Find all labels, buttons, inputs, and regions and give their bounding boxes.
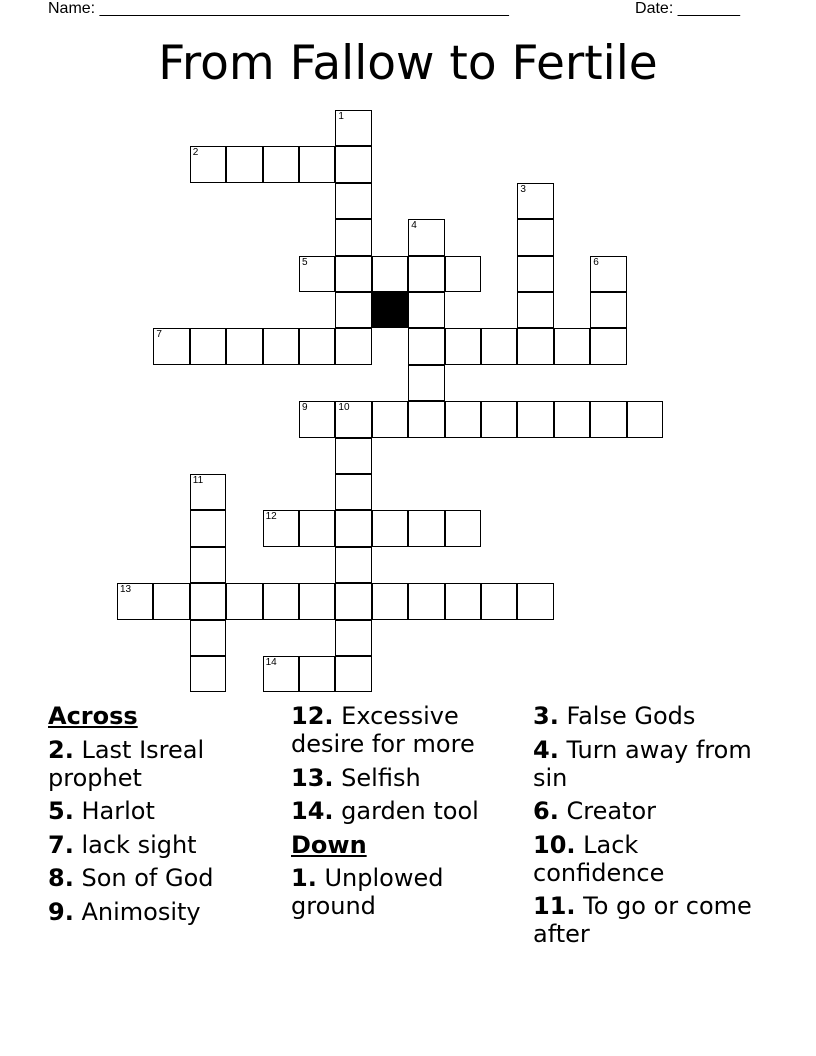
across-clue-list <box>48 736 284 926</box>
grid-cell[interactable] <box>190 474 226 510</box>
grid-cell[interactable] <box>372 256 408 292</box>
clue-item-text: Last Isreal prophet <box>48 735 205 792</box>
clue-item-text: Turn away from sin <box>533 735 752 792</box>
grid-cell[interactable] <box>226 328 262 364</box>
clue-number: 1 <box>338 111 344 122</box>
clue-item-text: Unplowed ground <box>291 864 444 920</box>
grid-cell[interactable] <box>408 328 444 364</box>
grid-cell[interactable] <box>190 656 226 692</box>
clue-item-number: 9. <box>48 897 74 926</box>
clue-number: 3 <box>520 183 526 195</box>
clue-item-text: lack sight <box>81 830 197 859</box>
grid-cell[interactable] <box>335 401 371 437</box>
grid-cell[interactable] <box>517 292 553 328</box>
grid-cell[interactable] <box>372 510 408 546</box>
clue-item <box>291 702 527 758</box>
grid-cell[interactable] <box>445 401 481 437</box>
grid-cell[interactable] <box>408 256 444 292</box>
grid-cell[interactable] <box>372 401 408 437</box>
date-field-label[interactable]: Date: _______ <box>635 0 740 17</box>
grid-cell[interactable] <box>335 438 371 474</box>
grid-cell[interactable] <box>263 146 299 182</box>
clue-item-text: Creator <box>566 797 656 825</box>
clue-number: 13 <box>120 584 132 596</box>
grid-cell[interactable] <box>190 146 226 182</box>
grid-cell[interactable] <box>517 328 553 364</box>
grid-cell[interactable] <box>299 510 335 546</box>
clue-item-number: 13. <box>291 763 334 792</box>
grid-cell[interactable] <box>408 292 444 328</box>
across-clue-list-continued <box>291 702 527 825</box>
grid-cell[interactable] <box>263 656 299 692</box>
grid-cell[interactable] <box>408 365 444 401</box>
grid-cell[interactable] <box>335 547 371 583</box>
grid-cell[interactable] <box>335 328 371 364</box>
grid-cell[interactable] <box>408 401 444 437</box>
clue-item <box>533 797 769 825</box>
grid-cell[interactable] <box>335 219 371 255</box>
grid-cell[interactable] <box>153 583 189 619</box>
clue-item-text: Excessive desire for more <box>291 702 475 758</box>
clue-item-number: 8. <box>48 864 74 892</box>
grid-cell[interactable] <box>372 583 408 619</box>
clues-column-2 <box>291 702 527 926</box>
clue-item-number: 7. <box>48 830 74 859</box>
grid-cell[interactable] <box>153 328 189 364</box>
clue-item-number: 5. <box>48 797 74 825</box>
grid-cell[interactable] <box>335 510 371 546</box>
clue-item-text: False Gods <box>566 702 696 730</box>
grid-cell[interactable] <box>590 292 626 328</box>
clue-item <box>48 898 284 926</box>
grid-cell[interactable] <box>299 256 335 292</box>
grid-cell[interactable] <box>335 256 371 292</box>
grid-cell[interactable] <box>299 328 335 364</box>
grid-cell[interactable] <box>190 547 226 583</box>
grid-cell[interactable] <box>335 110 371 146</box>
clue-item <box>291 864 527 920</box>
grid-cell[interactable] <box>408 219 444 255</box>
grid-cell[interactable] <box>226 583 262 619</box>
grid-cell[interactable] <box>299 656 335 692</box>
grid-cell[interactable] <box>481 583 517 619</box>
grid-cell[interactable] <box>517 401 553 437</box>
clue-number: 7 <box>156 329 162 341</box>
grid-cell[interactable] <box>517 583 553 619</box>
grid-cell[interactable] <box>190 510 226 546</box>
grid-cell[interactable] <box>335 583 371 619</box>
grid-cell[interactable] <box>481 328 517 364</box>
grid-cell[interactable] <box>335 292 371 328</box>
clues-column-1 <box>48 702 284 931</box>
clue-item-number: 2. <box>48 735 74 764</box>
grid-cell[interactable] <box>445 583 481 619</box>
grid-cell[interactable] <box>590 328 626 364</box>
clue-item-number: 3. <box>533 702 559 730</box>
grid-cell[interactable] <box>263 583 299 619</box>
clue-item-number: 1. <box>291 864 317 892</box>
puzzle-title: From Fallow to Fertile <box>158 36 658 91</box>
black-cell <box>372 292 408 328</box>
clue-number: 6 <box>593 256 599 268</box>
grid-cell[interactable] <box>335 656 371 692</box>
grid-cell[interactable] <box>481 401 517 437</box>
clue-item-number: 11. <box>533 892 576 920</box>
clue-item-text: Son of God <box>81 864 214 892</box>
clue-item-text: Selfish <box>341 763 421 792</box>
clue-item <box>48 736 284 792</box>
clue-item <box>48 797 284 825</box>
clue-item-text: Animosity <box>81 897 201 926</box>
clue-item <box>48 864 284 892</box>
grid-cell[interactable] <box>517 256 553 292</box>
clue-item-number: 4. <box>533 735 559 764</box>
grid-cell[interactable] <box>517 183 553 219</box>
clue-number: 14 <box>265 657 277 668</box>
grid-cell[interactable] <box>335 146 371 182</box>
grid-cell[interactable] <box>517 219 553 255</box>
grid-cell[interactable] <box>299 401 335 437</box>
clue-number: 10 <box>338 402 350 414</box>
clue-item <box>533 736 769 792</box>
grid-cell[interactable] <box>590 256 626 292</box>
grid-cell[interactable] <box>335 620 371 656</box>
grid-cell[interactable] <box>263 328 299 364</box>
down-clue-list <box>291 864 527 920</box>
across-heading: Across <box>48 702 138 730</box>
clue-number: 2 <box>192 147 199 159</box>
grid-cell[interactable] <box>335 474 371 510</box>
grid-cell[interactable] <box>299 583 335 619</box>
clue-item-number: 12. <box>291 702 334 730</box>
grid-cell[interactable] <box>445 510 481 546</box>
clue-item <box>291 797 527 825</box>
grid-cell[interactable] <box>263 510 299 546</box>
grid-cell[interactable] <box>190 583 226 619</box>
grid-cell[interactable] <box>190 620 226 656</box>
grid-cell[interactable] <box>445 328 481 364</box>
grid-cell[interactable] <box>190 328 226 364</box>
down-clue-list-continued <box>533 702 769 948</box>
clue-number: 12 <box>265 511 277 523</box>
clue-number: 4 <box>411 220 417 232</box>
clue-item <box>291 764 527 792</box>
clue-number: 9 <box>302 402 308 414</box>
grid-cell[interactable] <box>226 146 262 182</box>
clue-item-number: 6. <box>533 797 559 825</box>
clue-number: 11 <box>192 475 204 486</box>
down-heading: Down <box>291 830 367 859</box>
grid-cell[interactable] <box>590 401 626 437</box>
grid-cell[interactable] <box>335 183 371 219</box>
clue-item-text: To go or come after <box>533 892 752 948</box>
clue-item-number: 10. <box>533 830 576 859</box>
grid-cell[interactable] <box>408 583 444 619</box>
grid-cell[interactable] <box>627 401 663 437</box>
grid-cell[interactable] <box>299 146 335 182</box>
clues-column-3 <box>533 702 769 954</box>
grid-cell[interactable] <box>554 328 590 364</box>
grid-cell[interactable] <box>117 583 153 619</box>
clue-number: 5 <box>302 256 308 268</box>
clue-item-text: garden tool <box>341 797 479 825</box>
name-field-label[interactable]: Name: ______________________________________________ <box>48 0 509 17</box>
clue-item-text: Harlot <box>81 797 155 825</box>
grid-cell[interactable] <box>445 256 481 292</box>
clue-item <box>533 831 769 887</box>
grid-cell[interactable] <box>408 510 444 546</box>
clue-item <box>48 831 284 859</box>
clue-item-text: Lack confidence <box>533 830 665 887</box>
clue-item-number: 14. <box>291 797 334 825</box>
clue-item <box>533 702 769 730</box>
clue-item <box>533 892 769 948</box>
grid-cell[interactable] <box>554 401 590 437</box>
